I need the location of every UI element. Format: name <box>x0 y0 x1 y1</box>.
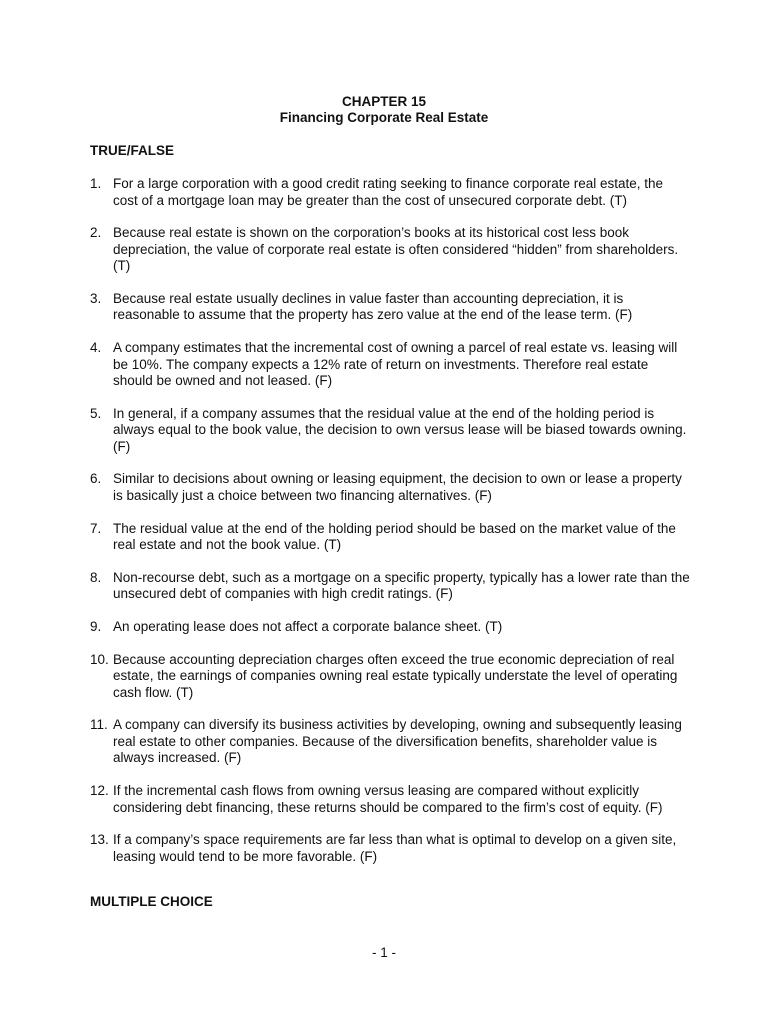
question-text: In general, if a company assumes that the residual value at the end of the holding period is always equal to the book value, the decision to own versus lease will be biased towards owning. (F) <box>113 405 687 454</box>
question-item <box>90 176 690 209</box>
question-text: A company estimates that the incremental cost of owning a parcel of real estate vs. leasing will be 10%. The company expects a 12% rate of return on investments. Therefore real estate should be owned and not leased. (F) <box>113 340 678 389</box>
question-number: 8. <box>90 569 102 585</box>
question-item <box>90 619 690 636</box>
question-text: If the incremental cash flows from owning versus leasing are compared without explicitly considering debt financing, these returns should be compared to the firm’s cost of equity. (F) <box>113 783 663 815</box>
true-false-heading: TRUE/FALSE <box>90 143 175 158</box>
question-item <box>90 471 690 504</box>
question-text: A company can diversify its business activities by developing, owning and subsequently leasing real estate to other companies. Because of the diversification benefits, shareholder value is always increased. (F) <box>113 717 682 766</box>
question-number: 3. <box>90 290 102 306</box>
question-text: Non-recourse debt, such as a mortgage on a specific property, typically has a lower rate than the unsecured debt of companies with high credit ratings. (F) <box>113 569 690 602</box>
multiple-choice-heading: MULTIPLE CHOICE <box>90 894 213 909</box>
question-text: Because real estate usually declines in value faster than accounting depreciation, it is reasonable to assume that the property has zero value at the end of the lease term. (F) <box>113 290 633 323</box>
question-number: 10. <box>90 651 109 667</box>
question-text: For a large corporation with a good credit rating seeking to finance corporate real estate, the cost of a mortgage loan may be greater than the cost of unsecured corporate debt. (T) <box>113 176 664 208</box>
question-text: If a company’s space requirements are far less than what is optimal to develop on a given site, leasing would tend to be more favorable. (F) <box>113 832 677 864</box>
question-number: 4. <box>90 340 102 356</box>
question-item <box>90 832 690 865</box>
question-number: 13. <box>90 832 109 848</box>
chapter-title: Financing Corporate Real Estate <box>279 110 489 125</box>
question-number: 11. <box>90 717 108 733</box>
question-item <box>90 783 690 816</box>
question-number: 5. <box>90 405 102 421</box>
question-text: Because real estate is shown on the corporation’s books at its historical cost less book depreciation, the value of corporate real estate is often considered “hidden” from shareholders. (T) <box>113 225 679 274</box>
question-number: 6. <box>90 471 102 487</box>
question-text: An operating lease does not affect a corporate balance sheet. (T) <box>113 619 503 634</box>
question-number: 9. <box>90 619 102 634</box>
question-item <box>90 225 690 275</box>
question-number: 1. <box>90 176 102 191</box>
chapter-number: CHAPTER 15 <box>341 94 427 109</box>
question-number: 7. <box>90 520 102 536</box>
question-text: Similar to decisions about owning or leasing equipment, the decision to own or lease a property is basically just a choice between two financing alternatives. (F) <box>113 471 682 503</box>
question-text: Because accounting depreciation charges often exceed the true economic depreciation of real estate, the earnings of companies owning real estate typically understate the level of operating cash flow. (T) <box>113 651 678 700</box>
question-item <box>90 717 690 767</box>
question-item <box>90 652 690 702</box>
question-number: 12. <box>90 783 109 799</box>
chapter-header <box>0 94 768 126</box>
page-number: - 1 - <box>371 945 396 960</box>
question-item <box>90 570 690 603</box>
question-item <box>90 340 690 390</box>
question-item <box>90 521 690 554</box>
question-item <box>90 406 690 456</box>
question-number: 2. <box>90 225 102 241</box>
true-false-questions <box>90 176 690 881</box>
question-item <box>90 291 690 324</box>
question-text: The residual value at the end of the holding period should be based on the market value of the real estate and not the book value. (T) <box>113 520 676 553</box>
